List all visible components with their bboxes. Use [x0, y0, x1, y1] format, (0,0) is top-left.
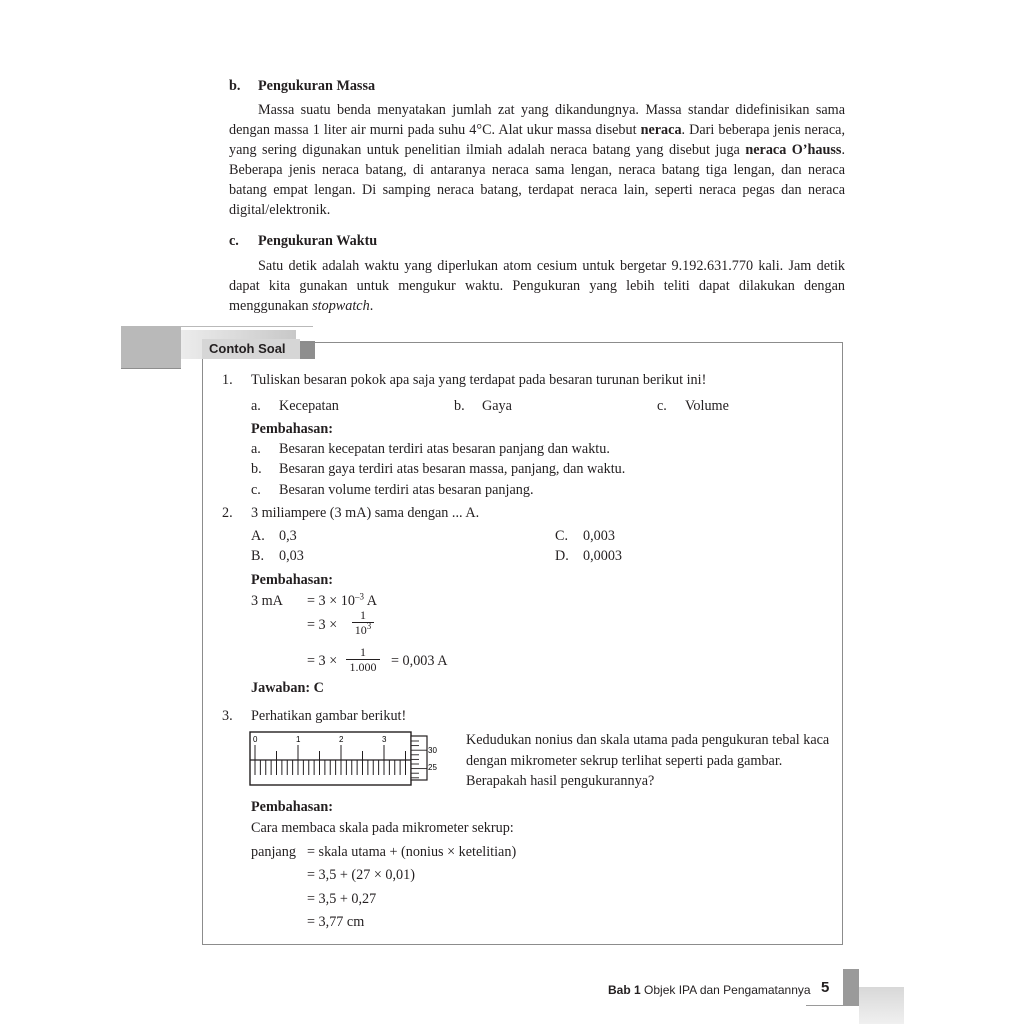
- section-c-text-2: .: [369, 298, 374, 314]
- footer-decor-dark: [843, 969, 859, 1005]
- footer-chapter-number: Bab 1: [608, 983, 641, 997]
- q2-text: 3 miliampere (3 mA) sama dengan ... A.: [251, 505, 480, 521]
- section-c-title: Pengukuran Waktu: [258, 233, 378, 249]
- scale-label-1: 1: [296, 735, 301, 744]
- q2-frac1-den-base: 10: [354, 623, 367, 637]
- q2-pembahasan-label: Pembahasan:: [251, 572, 333, 588]
- section-c-heading: [229, 233, 377, 250]
- q2-frac1-denominator: [352, 622, 374, 637]
- q1-option-a-letter: a.: [251, 398, 261, 414]
- q1-option-b-text: Gaya: [482, 398, 512, 414]
- q2-option-d-letter: D.: [555, 548, 569, 564]
- q2-lhs: 3 mA: [251, 593, 283, 609]
- section-c-text-1: Satu detik adalah waktu yang diperlukan atom cesium untuk bergetar 9.192.631.770 kali. Jam detik dapat kita gunakan untuk mengukur waktu. Pengukuran yang lebih teliti dapat dilakukan dengan menggunakan: [229, 258, 845, 314]
- q2-fraction-2: [346, 645, 380, 674]
- q1-answer-a-letter: a.: [251, 441, 261, 457]
- q2-option-a-letter: A.: [251, 528, 265, 544]
- decor-line-top: [181, 326, 313, 327]
- micrometer-sleeve: [250, 732, 411, 785]
- footer-decor-light: [859, 987, 904, 1024]
- q1-answer-c-letter: c.: [251, 482, 261, 498]
- q2-option-b-text: 0,03: [279, 548, 304, 564]
- q3-step-4: = 3,77 cm: [307, 914, 365, 930]
- q2-frac2-denominator: 1.000: [346, 659, 380, 674]
- section-b-paragraph: [229, 100, 845, 220]
- q2-eq1-unit: A: [363, 593, 377, 609]
- section-b-heading: [229, 78, 375, 95]
- term-neraca-ohauss: neraca O’hauss: [745, 142, 842, 158]
- micrometer-figure: [249, 731, 449, 787]
- q1-option-b-letter: b.: [454, 398, 465, 414]
- q1-answer-b-letter: b.: [251, 461, 262, 477]
- q2-jawaban: Jawaban: C: [251, 680, 324, 696]
- q2-frac1-numerator: 1: [360, 608, 366, 622]
- term-stopwatch: stopwatch: [312, 298, 370, 314]
- contoh-soal-label: Contoh Soal: [202, 339, 300, 359]
- q2-equation-3-result: = 0,003 A: [391, 653, 448, 669]
- q2-option-c-text: 0,003: [583, 528, 615, 544]
- thimble-label-25: 25: [428, 763, 437, 772]
- q3-step-2: = 3,5 + (27 × 0,01): [307, 867, 415, 883]
- q2-frac2-numerator: 1: [360, 645, 366, 659]
- q1-answer-c-text: Besaran volume terdiri atas besaran panjang.: [279, 482, 534, 498]
- q1-pembahasan-label: Pembahasan:: [251, 421, 333, 437]
- q3-step-1: = skala utama + (nonius × ketelitian): [307, 844, 517, 860]
- q2-eq1-base: = 3 × 10: [307, 593, 355, 609]
- q3-intro: Cara membaca skala pada mikrometer sekrup:: [251, 820, 514, 836]
- section-b-text-2: . Dari beberapa jenis neraca, yang sering digunakan untuk penelitian ilmiah adalah neraca batang yang disebut juga: [229, 122, 845, 158]
- q2-option-c-letter: C.: [555, 528, 569, 544]
- q1-option-c-text: Volume: [685, 398, 729, 414]
- q1-option-c-letter: c.: [657, 398, 667, 414]
- footer-chapter: [608, 983, 811, 997]
- decor-block-left: [121, 326, 181, 368]
- q2-fraction-1: [352, 608, 374, 637]
- q3-description: Kedudukan nonius dan skala utama pada pengukuran tebal kaca dengan mikrometer sekrup terlihat seperti pada gambar. Berapakah hasil pengukurannya?: [466, 732, 830, 789]
- thimble-label-30: 30: [428, 746, 437, 755]
- q3-pembahasan-label: Pembahasan:: [251, 799, 333, 815]
- q2-equation-2: = 3 ×: [307, 617, 338, 633]
- q3-text: Perhatikan gambar berikut!: [251, 708, 407, 724]
- footer-decor-line: [806, 1005, 859, 1006]
- scale-label-0: 0: [253, 735, 258, 744]
- section-b-text-1: Massa suatu benda menyatakan jumlah zat yang dikandungnya. Massa standar didefinisikan sama dengan massa 1 liter air murni pada suhu 4°C. Alat ukur massa disebut: [229, 102, 845, 138]
- q2-option-b-letter: B.: [251, 548, 265, 564]
- decor-line-bottom: [121, 368, 181, 369]
- q1-number: 1.: [222, 372, 233, 388]
- q1-answer-a-text: Besaran kecepatan terdiri atas besaran panjang dan waktu.: [279, 441, 610, 457]
- q2-option-d-text: 0,0003: [583, 548, 623, 564]
- q1-option-a-text: Kecepatan: [279, 398, 339, 414]
- term-neraca: neraca: [640, 122, 682, 138]
- q3-lhs: panjang: [251, 844, 296, 860]
- q1-text: Tuliskan besaran pokok apa saja yang terdapat pada besaran turunan berikut ini!: [251, 372, 707, 388]
- page-number: 5: [821, 979, 830, 996]
- footer-chapter-title: Objek IPA dan Pengamatannya: [640, 983, 811, 997]
- q2-frac1-den-exponent: 3: [366, 621, 372, 631]
- q1-answer-b-text: Besaran gaya terdiri atas besaran massa, panjang, dan waktu.: [279, 461, 626, 477]
- scale-label-2: 2: [339, 735, 344, 744]
- section-b-text-3: . Beberapa jenis neraca batang, di antaranya neraca sama lengan, neraca batang tiga lengan, dan neraca batang empat lengan. Di samping neraca batang, terdapat neraca lain, seperti neraca pegas dan neraca digital/elektronik.: [229, 142, 845, 218]
- section-c-letter: c.: [229, 233, 239, 249]
- q2-equation-3: = 3 ×: [307, 653, 338, 669]
- section-b-letter: b.: [229, 78, 241, 94]
- q2-eq1-exponent: –3: [354, 591, 364, 602]
- q2-option-a-text: 0,3: [279, 528, 297, 544]
- q3-step-3: = 3,5 + 0,27: [307, 891, 377, 907]
- q2-number: 2.: [222, 505, 233, 521]
- q3-number: 3.: [222, 708, 233, 724]
- scale-label-3: 3: [382, 735, 387, 744]
- section-b-title: Pengukuran Massa: [258, 78, 376, 94]
- section-c-paragraph: [229, 256, 845, 316]
